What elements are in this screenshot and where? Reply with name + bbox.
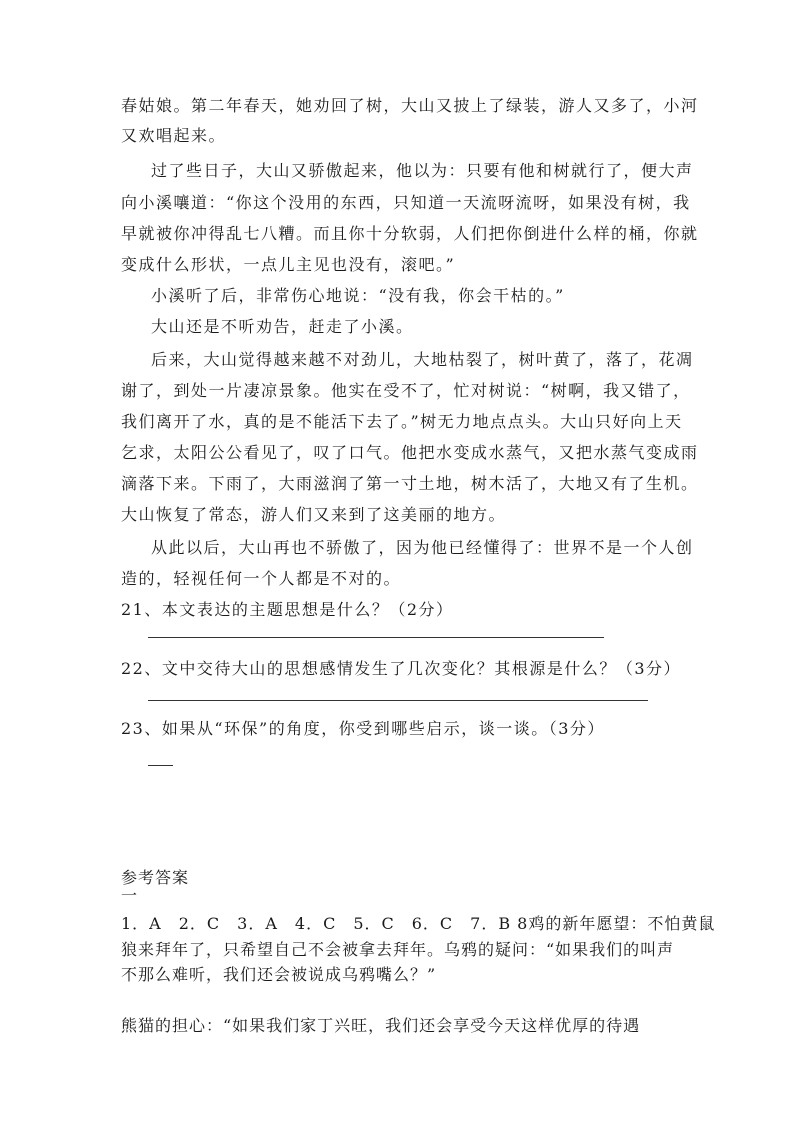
question-21: 21、本文表达的主题思想是什么？（2分） — [121, 600, 454, 619]
answer-blank-23[interactable] — [148, 765, 173, 766]
story-line: 滴落下来。下雨了，大雨滋润了第一寸土地，树木活了，大地又有了生机。 — [121, 474, 699, 493]
story-line: 大山恢复了常态，游人们又来到了这美丽的地方。 — [121, 505, 507, 524]
answer-blank-21[interactable] — [148, 637, 604, 638]
answer-line: 熊猫的担心：“如果我们家丁兴旺，我们还会享受今天这样优厚的待遇 — [121, 1016, 641, 1035]
story-line: 大山还是不听劝告，赶走了小溪。 — [151, 317, 414, 336]
story-line: 从此以后，大山再也不骄傲了，因为他已经懂得了：世界不是一个人创 — [151, 538, 694, 557]
story-line: 过了些日子，大山又骄傲起来，他以为：只要有他和树就行了，便大声 — [151, 161, 694, 180]
answers-section-number: 一 — [121, 886, 139, 905]
question-22: 22、文中交待大山的思想感情发生了几次变化？其根源是什么？（3分） — [121, 659, 682, 678]
story-line: 又欢唱起来。 — [121, 126, 227, 145]
question-23: 23、如果从“环保”的角度，你受到哪些启示，谈一谈。（3分） — [121, 719, 605, 738]
story-line: 变成什么形状，一点儿主见也没有，滚吧。” — [121, 255, 456, 274]
answer-line: 1．A 2．C 3．A 4．C 5．C 6．C 7．B 8鸡的新年愿望：不怕黄鼠 — [121, 914, 716, 933]
answers-heading: 参考答案 — [121, 868, 190, 887]
story-line: 春姑娘。第二年春天，她劝回了树，大山又披上了绿装，游人又多了，小河 — [121, 96, 699, 115]
answer-line: 狼来拜年了，只希望自己不会被拿去拜年。乌鸦的疑问：“如果我们的叫声 — [121, 940, 675, 959]
story-line: 早就被你冲得乱七八糟。而且你十分软弱，人们把你倒进什么样的桶，你就 — [121, 224, 699, 243]
story-line: 我们离开了水，真的是不能活下去了。”树无力地点点头。大山只好向上天 — [121, 412, 683, 431]
story-line: 谢了，到处一片凄凉景象。他实在受不了，忙对树说：“树啊，我又错了， — [121, 381, 691, 400]
answer-line: 不那么难听，我们还会被说成乌鸦嘴么？” — [121, 965, 437, 984]
story-line: 后来，大山觉得越来越不对劲儿，大地枯裂了，树叶黄了，落了，花凋 — [151, 350, 694, 369]
story-line: 小溪听了后，非常伤心地说：“没有我，你会干枯的。” — [151, 286, 565, 305]
story-line: 乞求，太阳公公看见了，叹了口气。他把水变成水蒸气，又把水蒸气变成雨 — [121, 443, 699, 462]
answer-blank-22[interactable] — [148, 700, 648, 701]
story-line: 造的，轻视任何一个人都是不对的。 — [121, 569, 402, 588]
story-line: 向小溪嚷道：“你这个没用的东西，只知道一天流呀流呀，如果没有树，我 — [121, 193, 691, 212]
